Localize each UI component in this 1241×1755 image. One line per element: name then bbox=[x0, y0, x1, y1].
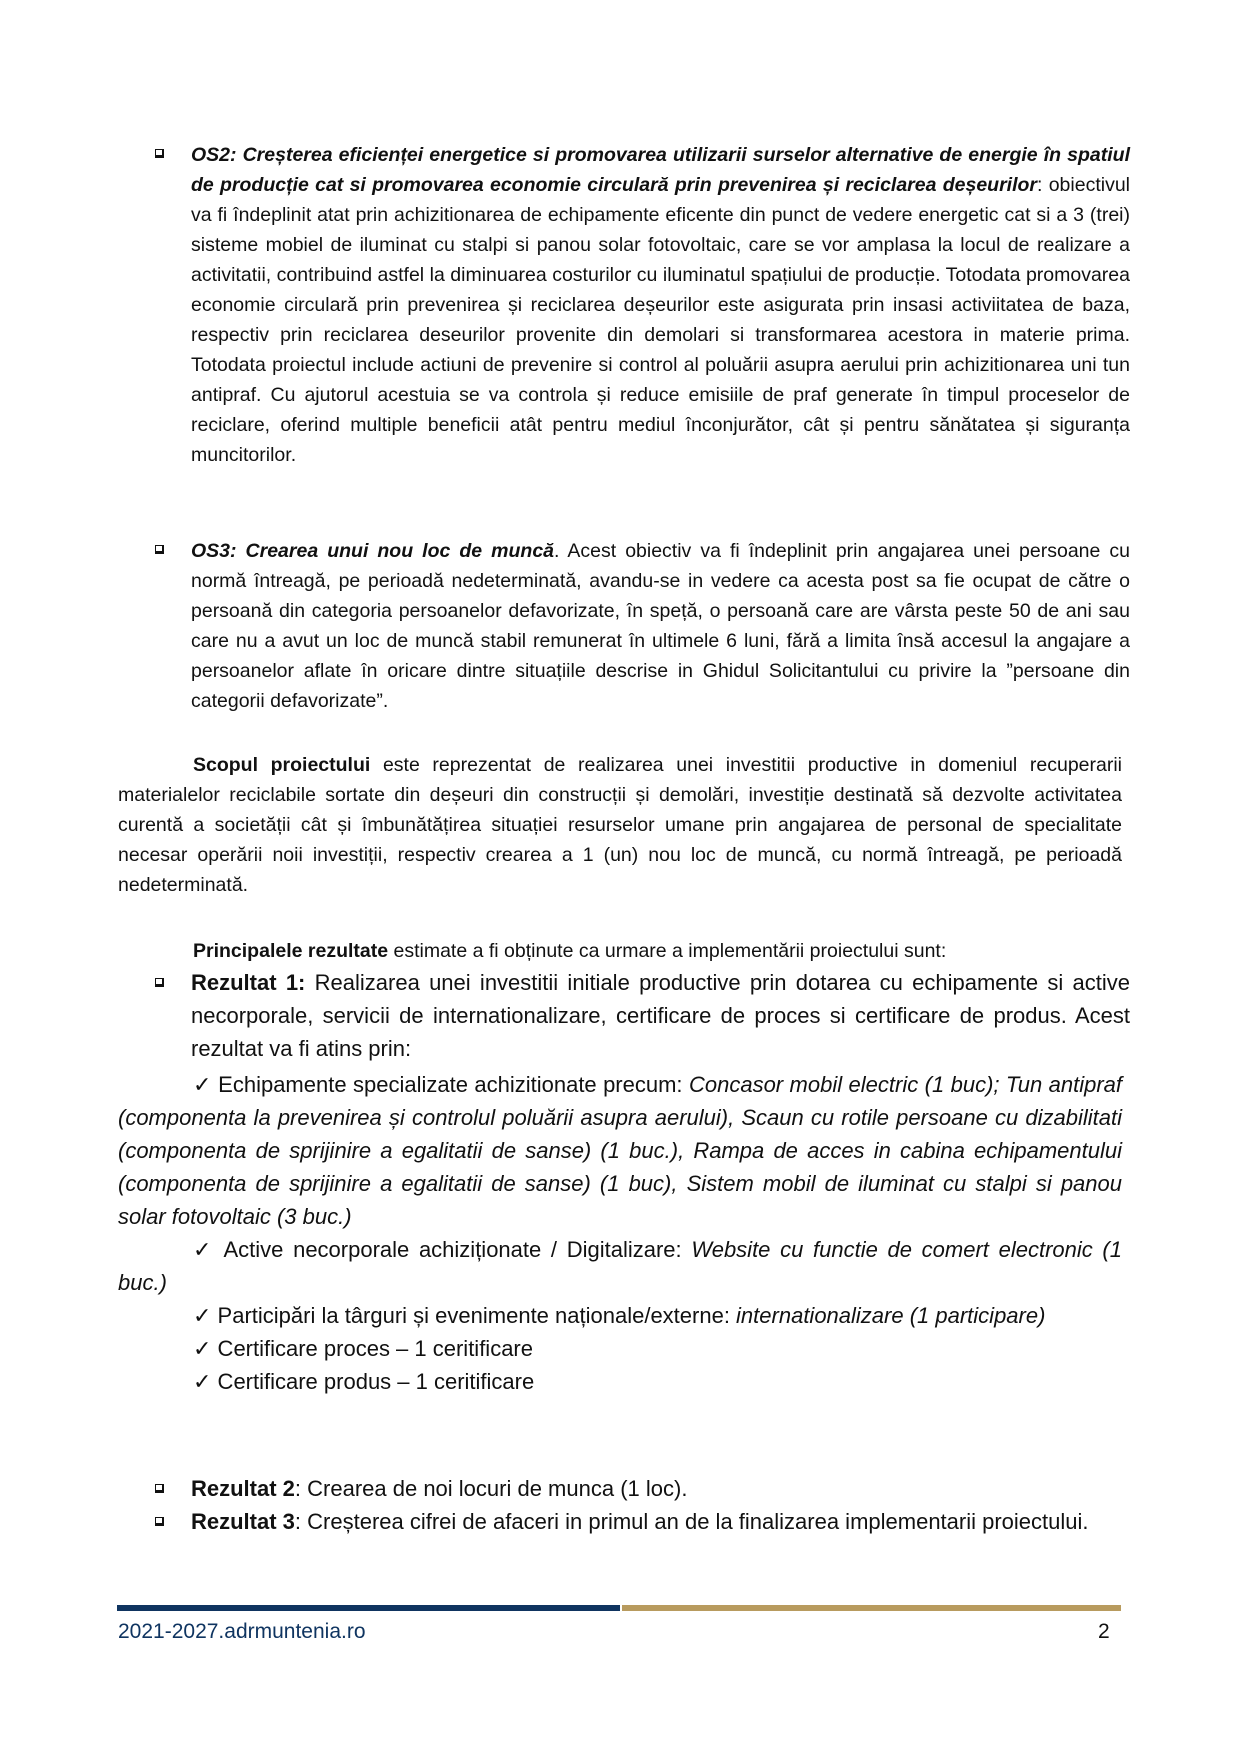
check-item: ✓ Echipamente specializate achizitionate precum: Concasor mobil electric (1 buc); Tun antipraf (componenta la prevenirea și controlul poluării asupra aerului), Scaun cu rotile persoane cu dizabilitati (componenta de sprijinire a egalitatii de sanse) (1 buc.), Rampa de acces in cabina echipamentului (componenta de sprijinire a egalitatii de sanse) (1 buc), Sistem mobil de iluminat cu stalpi si panou solar fotovoltaic (3 buc.) bbox=[118, 1072, 1123, 1229]
check-icon: ✓ bbox=[193, 1336, 212, 1361]
result-1 bbox=[155, 966, 1130, 1065]
footer-bar-navy bbox=[117, 1605, 620, 1611]
results-label: Principalele rezultate bbox=[193, 940, 389, 962]
square-bullet-icon bbox=[155, 978, 164, 987]
result-1-label: Rezultat 1: bbox=[191, 970, 306, 995]
purpose-body: este reprezentat de realizarea unei investitii productive in domeniul recuperarii materialelor reciclabile sortate din deșeuri din construcții și demolări, investiție destinată să dezvolte activitatea curentă a societății cât și îmbunătățirea situației resurselor umane prin angajarea de personal de specialitate necesar operării noii investiții, respectiv crearea a 1 (un) nou loc de muncă, cu normă întreagă, pe perioadă nedeterminată. bbox=[118, 754, 1123, 896]
result-2-label: Rezultat 2 bbox=[191, 1476, 295, 1501]
square-bullet-icon bbox=[155, 1484, 164, 1493]
result-1-details bbox=[118, 1068, 1122, 1398]
result-3-body: : Creșterea cifrei de afaceri in primul an de la finalizarea implementarii proiectului. bbox=[294, 1509, 1089, 1534]
check-icon: ✓ bbox=[193, 1072, 212, 1097]
result-1-body: Realizarea unei investitii initiale productive prin dotarea cu echipamente si active necorporale, servicii de internationalizare, certificare de proces si certificare de produs. Acest rezultat va fi atins prin: bbox=[191, 970, 1130, 1061]
check-item: ✓ Certificare proces – 1 ceritificare bbox=[193, 1336, 533, 1361]
result-3 bbox=[155, 1505, 1130, 1538]
os2-title: OS2: Creșterea eficienței energetice si promovarea utilizarii surselor alternative de energie în spatiul de producție cat si promovarea economie circulară prin prevenirea și reciclarea deșeurilor bbox=[191, 144, 1130, 196]
square-bullet-icon bbox=[155, 149, 164, 158]
results-intro bbox=[193, 936, 1123, 966]
result-2 bbox=[155, 1472, 1130, 1505]
square-bullet-icon bbox=[155, 1517, 164, 1526]
check-icon: ✓ bbox=[193, 1237, 216, 1262]
footer-bar-gold bbox=[622, 1605, 1121, 1611]
results-intro-text: estimate a fi obținute ca urmare a implementării proiectului sunt: bbox=[388, 940, 947, 962]
os2-body: : obiectivul va fi îndeplinit atat prin achizitionarea de echipamente eficente din punct de vedere energetic cat si a 3 (trei) sisteme mobiel de iluminat cu stalpi si panou solar fotovoltaic, care se vor amplasa la locul de realizare a activitatii, contribuind astfel la diminuarea costurilor cu iluminatul spațiului de producție. Totodata promovarea economie circulară prin prevenirea și reciclarea deșeurilor este asigurata prin insasi activiitatea de baza, respectiv prin reciclarea deseurilor provenite din demolari si transformarea acestora in materie prima. Totodata proiectul include actiuni de prevenire si control al poluării asupra aerului prin achizitionarea uni tun antipraf. Cu ajutorul acestuia se va controla și reduce emisiile de praf generate în timpul proceselor de reciclare, oferind multiple beneficii atât pentru mediul înconjurător, cât și pentru sănătatea și siguranța muncitorilor. bbox=[191, 174, 1130, 466]
page-number: 2 bbox=[1098, 1620, 1110, 1643]
result-2-body: : Crearea de noi locuri de munca (1 loc). bbox=[294, 1476, 688, 1501]
check-item: ✓ Participări la târguri și evenimente naționale/externe: internationalizare (1 participare) bbox=[193, 1303, 1046, 1328]
objective-os2 bbox=[155, 140, 1130, 470]
check-icon: ✓ bbox=[193, 1303, 212, 1328]
project-purpose bbox=[118, 750, 1122, 900]
check-item: ✓ Certificare produs – 1 ceritificare bbox=[193, 1369, 535, 1394]
os3-title: OS3: Crearea unui nou loc de muncă bbox=[191, 540, 555, 562]
result-3-label: Rezultat 3 bbox=[191, 1509, 295, 1534]
os3-body: . Acest obiectiv va fi îndeplinit prin angajarea unei persoane cu normă întreagă, pe perioadă nedeterminată, avandu-se in vedere ca acesta post sa fie ocupat de către o persoană din categoria persoanelor defavorizate, în speță, o persoană care are vârsta peste 50 de ani sau care nu a avut un loc de muncă stabil remunerat în ultimele 6 luni, fără a limita însă accesul la angajare a persoanelor aflate în oricare dintre situațiile descrise in Ghidul Solicitantului cu privire la ”persoane din categorii defavorizate”. bbox=[191, 540, 1130, 712]
square-bullet-icon bbox=[155, 545, 164, 554]
purpose-label: Scopul proiectului bbox=[193, 754, 371, 776]
objective-os3 bbox=[155, 536, 1130, 716]
check-item: ✓ Active necorporale achiziționate / Digitalizare: Website cu functie de comert electronic (1 buc.) bbox=[118, 1237, 1122, 1295]
check-icon: ✓ bbox=[193, 1369, 212, 1394]
footer-url: 2021-2027.adrmuntenia.ro bbox=[118, 1620, 366, 1643]
